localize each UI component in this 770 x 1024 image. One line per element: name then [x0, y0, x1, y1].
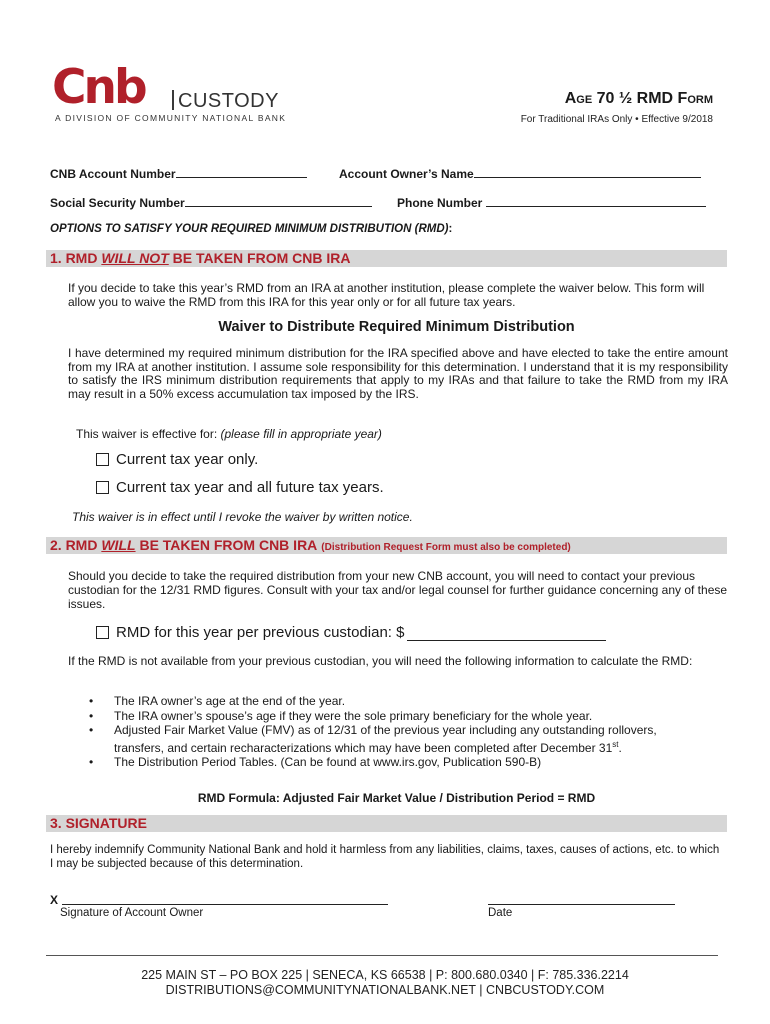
- section-3-title: 3. SIGNATURE: [50, 815, 147, 831]
- account-number-line[interactable]: [176, 165, 307, 178]
- ssn-label: Social Security Number: [50, 196, 185, 210]
- footer-address: 225 MAIN ST – PO BOX 225 | SENECA, KS 66538 | P: 800.680.0340 | F: 785.336.2214: [141, 968, 629, 982]
- option-all-future-years[interactable]: [96, 479, 384, 496]
- signature-x: X: [50, 893, 59, 907]
- section-1-intro: If you decide to take this year’s RMD from an IRA at another institution, please complete the waiver below. This form will allow you to waive the RMD from this IRA for this year only or for all future tax years.: [68, 281, 705, 309]
- checkbox[interactable]: [96, 481, 109, 494]
- signature-label: Signature of Account Owner: [60, 907, 204, 919]
- list-item: • The IRA owner’s age at the end of the year.: [68, 694, 708, 709]
- logo-division-text: A DIVISION OF COMMUNITY NATIONAL BANK: [55, 113, 287, 123]
- form-title: Age 70 ½ RMD Form: [564, 90, 713, 107]
- indemnify-text: I hereby indemnify Community National Bank and hold it harmless from any liabilities, claims, taxes, causes of actions, etc. to which I may be subjected because of this determination.: [50, 844, 720, 870]
- rmd-info-list: [68, 694, 708, 770]
- section-2-note: (Distribution Request Form must also be completed): [321, 542, 571, 553]
- footer-contact: DISTRIBUTIONS@COMMUNITYNATIONALBANK.NET | CNBCUSTODY.COM: [165, 983, 605, 997]
- ssn-line[interactable]: [185, 194, 372, 207]
- revoke-note: This waiver is in effect until I revoke the waiver by written notice.: [72, 510, 413, 524]
- option-all-future-years-label: Current tax year and all future tax years.: [116, 479, 384, 496]
- cnb-logo: Cnb: [52, 60, 145, 115]
- list-item: • Adjusted Fair Market Value (FMV) as of 12/31 of the previous year including any outstanding rollovers, transfers, and certain recharacterizations which may have been completed after December 31st.: [68, 723, 708, 755]
- ssn-field[interactable]: [50, 194, 372, 210]
- owner-name-line[interactable]: [474, 165, 701, 178]
- date-line[interactable]: [488, 904, 675, 905]
- waiver-effective: This waiver is effective for: (please fill in appropriate year): [76, 427, 382, 441]
- owner-name-field[interactable]: [339, 165, 701, 181]
- date-label: Date: [488, 907, 513, 919]
- option-current-year-label: Current tax year only.: [116, 451, 259, 468]
- not-available-text: If the RMD is not available from your previous custodian, you will need the following information to calculate the RMD:: [68, 654, 693, 668]
- option-previous-custodian-label: RMD for this year per previous custodian: $: [116, 624, 405, 641]
- phone-field[interactable]: [397, 194, 706, 210]
- section-3-bar: [46, 815, 727, 832]
- account-number-label: CNB Account Number: [50, 167, 176, 181]
- checkbox[interactable]: [96, 626, 109, 639]
- option-previous-custodian[interactable]: [96, 624, 606, 641]
- rmd-formula: RMD Formula: Adjusted Fair Market Value / Distribution Period = RMD: [197, 791, 596, 805]
- form-subtitle: For Traditional IRAs Only • Effective 9/2018: [520, 114, 713, 125]
- footer-divider: [46, 955, 718, 956]
- list-item: • The IRA owner’s spouse’s age if they were the sole primary beneficiary for the whole year.: [68, 709, 708, 724]
- list-item: • The Distribution Period Tables. (Can be found at www.irs.gov, Publication 590-B): [68, 755, 708, 770]
- option-current-year[interactable]: [96, 451, 258, 468]
- section-2-title: 2. RMD WILL BE TAKEN FROM CNB IRA (Distribution Request Form must also be completed): [50, 537, 571, 553]
- owner-name-label: Account Owner’s Name: [339, 167, 474, 181]
- options-heading: OPTIONS TO SATISFY YOUR REQUIRED MINIMUM DISTRIBUTION (RMD):: [50, 223, 453, 235]
- phone-line[interactable]: [486, 194, 706, 207]
- logo-divider: [172, 90, 174, 110]
- phone-label: Phone Number: [397, 196, 483, 210]
- checkbox[interactable]: [96, 453, 109, 466]
- section-1-title: 1. RMD WILL NOT BE TAKEN FROM CNB IRA: [50, 250, 351, 266]
- section-2-intro: Should you decide to take the required distribution from your new CNB account, you will need to contact your previous custodian for the 12/31 RMD figures. Consult with your tax and/or legal counsel for further guidance concerning any of these issues.: [68, 569, 728, 611]
- logo-custody-text: CUSTODY: [178, 90, 279, 112]
- waiver-title: Waiver to Distribute Required Minimum Distribution: [218, 319, 575, 335]
- rmd-amount-line[interactable]: [407, 624, 606, 641]
- account-number-field[interactable]: [50, 165, 307, 181]
- signature-line[interactable]: [62, 904, 388, 905]
- waiver-text: I have determined my required minimum distribution for the IRA specified above and have elected to take the entire amount from my IRA at another institution. I assume sole responsibility for this determination. I understand that it is my responsibility to satisfy the IRS minimum distribution requirements that apply to my IRAs and that failure to take the RMD from my IRA may result in a 50% excess accumulation tax imposed by the IRS.: [68, 346, 728, 401]
